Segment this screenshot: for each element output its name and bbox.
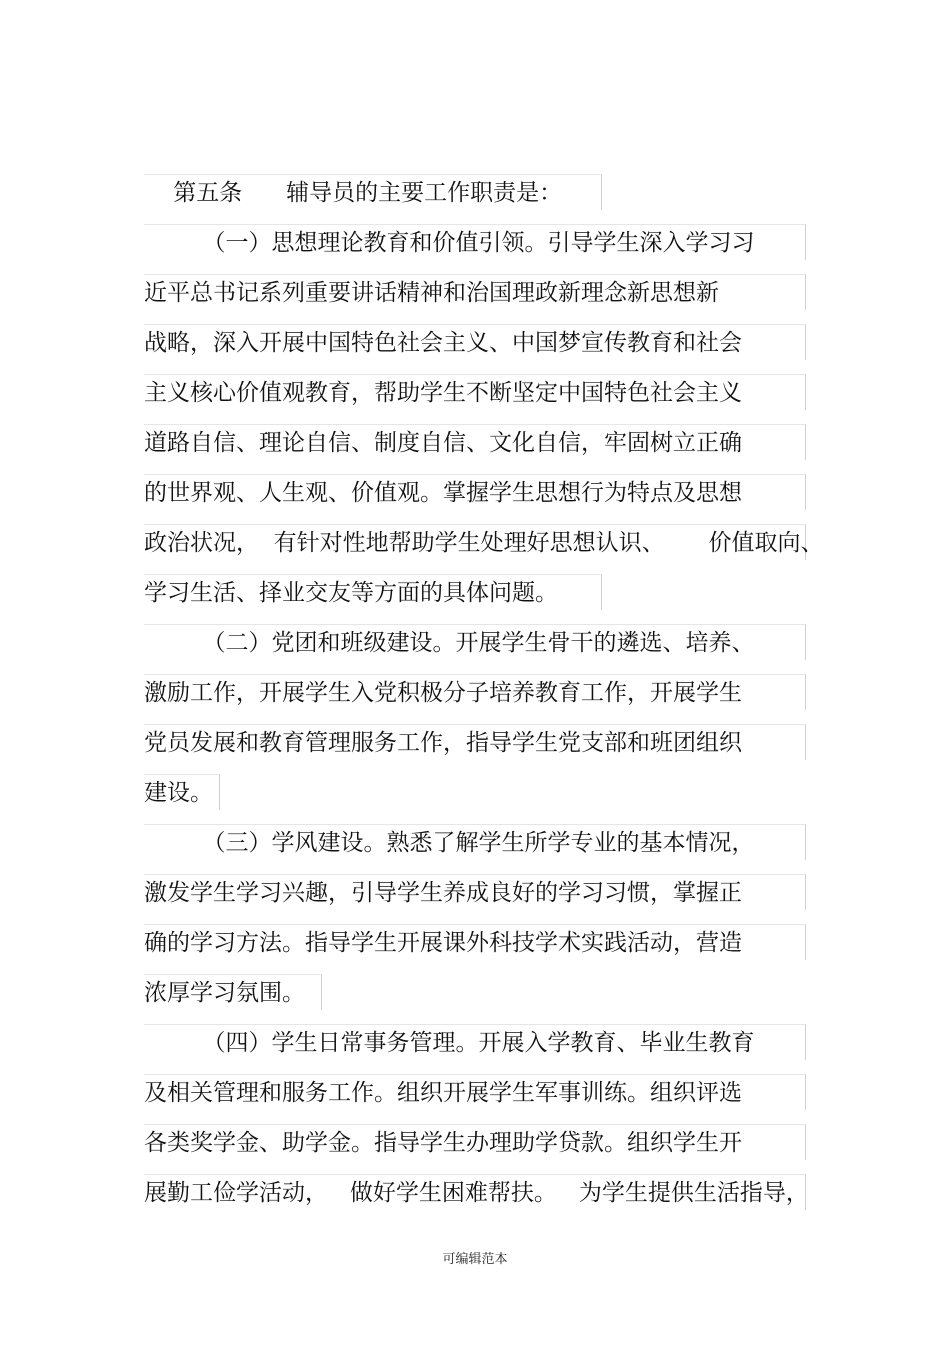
text-line: （一）思想理论教育和价值引领。引导学生深入学习习: [144, 224, 806, 260]
text-line: 战略，深入开展中国特色社会主义、中国梦宣传教育和社会: [144, 324, 806, 360]
text-line: 各类奖学金、助学金。指导学生办理助学贷款。组织学生开: [144, 1124, 806, 1160]
text-line: 激发学生学习兴趣，引导学生养成良好的学习习惯，掌握正: [144, 874, 806, 910]
text-line: 及相关管理和服务工作。组织开展学生军事训练。组织评选: [144, 1074, 806, 1110]
text-line: 近平总书记系列重要讲话精神和治国理政新理念新思想新: [144, 274, 806, 310]
text-line: （三）学风建设。熟悉了解学生所学专业的基本情况，: [144, 824, 806, 860]
text-line: 第五条 辅导员的主要工作职责是：: [144, 174, 602, 210]
text-line: （二）党团和班级建设。开展学生骨干的遴选、培养、: [144, 624, 806, 660]
text-line: （四）学生日常事务管理。开展入学教育、毕业生教育: [144, 1024, 806, 1060]
text-line: 学习生活、择业交友等方面的具体问题。: [144, 574, 602, 610]
text-line: 确的学习方法。指导学生开展课外科技学术实践活动，营造: [144, 924, 806, 960]
text-line: 的世界观、人生观、价值观。掌握学生思想行为特点及思想: [144, 474, 806, 510]
text-line: 浓厚学习氛围。: [144, 974, 322, 1010]
text-line: 展勤工俭学活动， 做好学生困难帮扶。 为学生提供生活指导，: [144, 1174, 806, 1210]
text-line: 建设。: [144, 774, 220, 810]
text-line: 党员发展和教育管理服务工作，指导学生党支部和班团组织: [144, 724, 806, 760]
text-line: 主义核心价值观教育，帮助学生不断坚定中国特色社会主义: [144, 374, 806, 410]
text-line: 道路自信、理论自信、制度自信、文化自信，牢固树立正确: [144, 424, 806, 460]
page-footer: 可编辑范本: [442, 1252, 508, 1267]
text-line: 政治状况， 有针对性地帮助学生处理好思想认识、 价值取向、: [144, 524, 806, 560]
text-line: 激励工作，开展学生入党积极分子培养教育工作，开展学生: [144, 674, 806, 710]
